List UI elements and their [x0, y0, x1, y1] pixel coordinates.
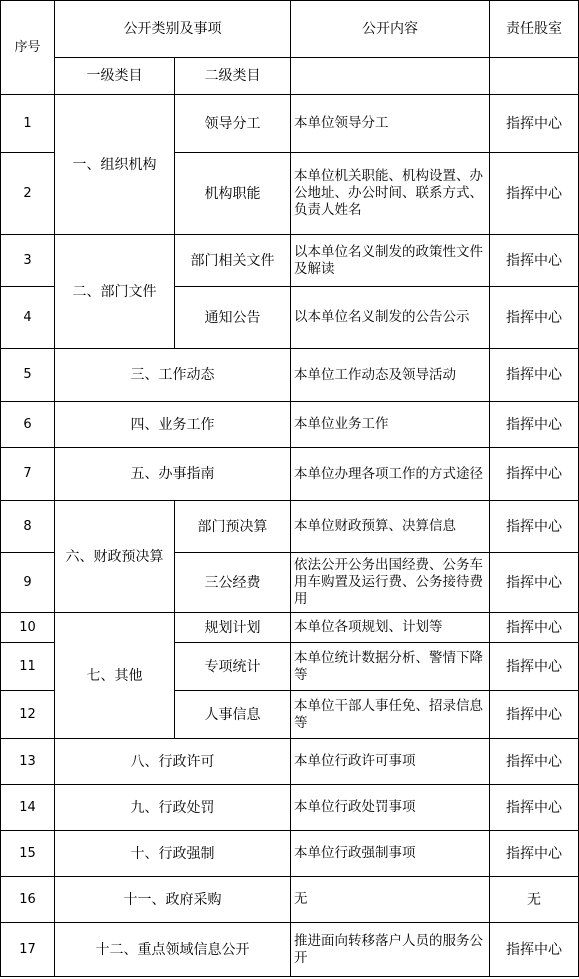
- row-content: 本单位干部人事任免、招录信息等: [291, 691, 490, 739]
- row-level1: 二、部门文件: [55, 235, 175, 349]
- row-seq: 11: [1, 643, 55, 691]
- row-dept: 指挥中心: [490, 235, 579, 287]
- row-level1: 八、行政许可: [55, 739, 291, 785]
- row-seq: 3: [1, 235, 55, 287]
- row-level1: 十二、重点领域信息公开: [55, 923, 291, 977]
- table-row: [1, 613, 579, 643]
- header-content: 公开内容: [291, 1, 490, 58]
- row-content: 本单位业务工作: [291, 402, 490, 448]
- table-row: [1, 877, 579, 923]
- row-seq: 14: [1, 785, 55, 831]
- row-content: 以本单位名义制发的政策性文件及解读: [291, 235, 490, 287]
- row-level1: 十一、政府采购: [55, 877, 291, 923]
- table-row: [1, 785, 579, 831]
- row-level1: 六、财政预决算: [55, 501, 175, 613]
- row-content: 本单位统计数据分析、警情下降等: [291, 643, 490, 691]
- header-level1: 一级类目: [55, 58, 175, 95]
- row-level2: 人事信息: [175, 691, 291, 739]
- row-dept: 指挥中心: [490, 402, 579, 448]
- row-dept: 指挥中心: [490, 739, 579, 785]
- row-level2: 部门相关文件: [175, 235, 291, 287]
- row-dept: 指挥中心: [490, 448, 579, 501]
- subheader-row: [1, 58, 579, 95]
- row-content: 本单位各项规划、计划等: [291, 613, 490, 643]
- row-dept: 指挥中心: [490, 287, 579, 349]
- table-row: [1, 95, 579, 153]
- row-content: 本单位领导分工: [291, 95, 490, 153]
- row-dept: 指挥中心: [490, 95, 579, 153]
- row-seq: 7: [1, 448, 55, 501]
- header-seq: 序号: [1, 1, 55, 95]
- row-seq: 1: [1, 95, 55, 153]
- row-level2: 机构职能: [175, 153, 291, 235]
- row-content: 依法公开公务出国经费、公务车用车购置及运行费、公务接待费用: [291, 553, 490, 613]
- row-dept: 指挥中心: [490, 643, 579, 691]
- row-content: 本单位财政预算、决算信息: [291, 501, 490, 553]
- row-dept: 指挥中心: [490, 831, 579, 877]
- row-seq: 10: [1, 613, 55, 643]
- header-dept: 责任股室: [490, 1, 579, 58]
- row-dept: 指挥中心: [490, 923, 579, 977]
- row-seq: 9: [1, 553, 55, 613]
- row-dept: 指挥中心: [490, 613, 579, 643]
- row-level2: 部门预决算: [175, 501, 291, 553]
- row-seq: 5: [1, 349, 55, 402]
- row-content: 推进面向转移落户人员的服务公开: [291, 923, 490, 977]
- row-content: 本单位工作动态及领导活动: [291, 349, 490, 402]
- table-row: [1, 739, 579, 785]
- header-category: 公开类别及事项: [55, 1, 291, 58]
- row-seq: 6: [1, 402, 55, 448]
- row-level1: 十、行政强制: [55, 831, 291, 877]
- row-seq: 13: [1, 739, 55, 785]
- row-dept: 指挥中心: [490, 691, 579, 739]
- row-dept: 指挥中心: [490, 501, 579, 553]
- table-row: [1, 349, 579, 402]
- row-dept: 指挥中心: [490, 553, 579, 613]
- row-level1: 四、业务工作: [55, 402, 291, 448]
- row-level2: 专项统计: [175, 643, 291, 691]
- row-content: 本单位机关职能、机构设置、办公地址、办公时间、联系方式、负责人姓名: [291, 153, 490, 235]
- header-level2: 二级类目: [175, 58, 291, 95]
- row-content: 本单位行政处罚事项: [291, 785, 490, 831]
- row-seq: 4: [1, 287, 55, 349]
- row-content: 本单位行政许可事项: [291, 739, 490, 785]
- table-row: [1, 402, 579, 448]
- header-row: [1, 1, 579, 58]
- row-dept: 无: [490, 877, 579, 923]
- table-row: [1, 501, 579, 553]
- row-level2: 规划计划: [175, 613, 291, 643]
- table-row: [1, 235, 579, 287]
- row-seq: 17: [1, 923, 55, 977]
- row-seq: 16: [1, 877, 55, 923]
- row-level1: 五、办事指南: [55, 448, 291, 501]
- row-dept: 指挥中心: [490, 153, 579, 235]
- row-dept: 指挥中心: [490, 349, 579, 402]
- row-seq: 2: [1, 153, 55, 235]
- row-level1: 七、其他: [55, 613, 175, 739]
- row-level1: 三、工作动态: [55, 349, 291, 402]
- row-content: 本单位办理各项工作的方式途径: [291, 448, 490, 501]
- table-row: [1, 831, 579, 877]
- header-content-blank: [291, 58, 490, 95]
- table-row: [1, 923, 579, 977]
- row-level2: 三公经费: [175, 553, 291, 613]
- row-seq: 12: [1, 691, 55, 739]
- row-seq: 15: [1, 831, 55, 877]
- row-seq: 8: [1, 501, 55, 553]
- table-row: [1, 448, 579, 501]
- header-dept-blank: [490, 58, 579, 95]
- row-dept: 指挥中心: [490, 785, 579, 831]
- row-content: 本单位行政强制事项: [291, 831, 490, 877]
- row-level2: 通知公告: [175, 287, 291, 349]
- row-content: 无: [291, 877, 490, 923]
- row-level1: 九、行政处罚: [55, 785, 291, 831]
- row-level2: 领导分工: [175, 95, 291, 153]
- row-level1: 一、组织机构: [55, 95, 175, 235]
- row-content: 以本单位名义制发的公告公示: [291, 287, 490, 349]
